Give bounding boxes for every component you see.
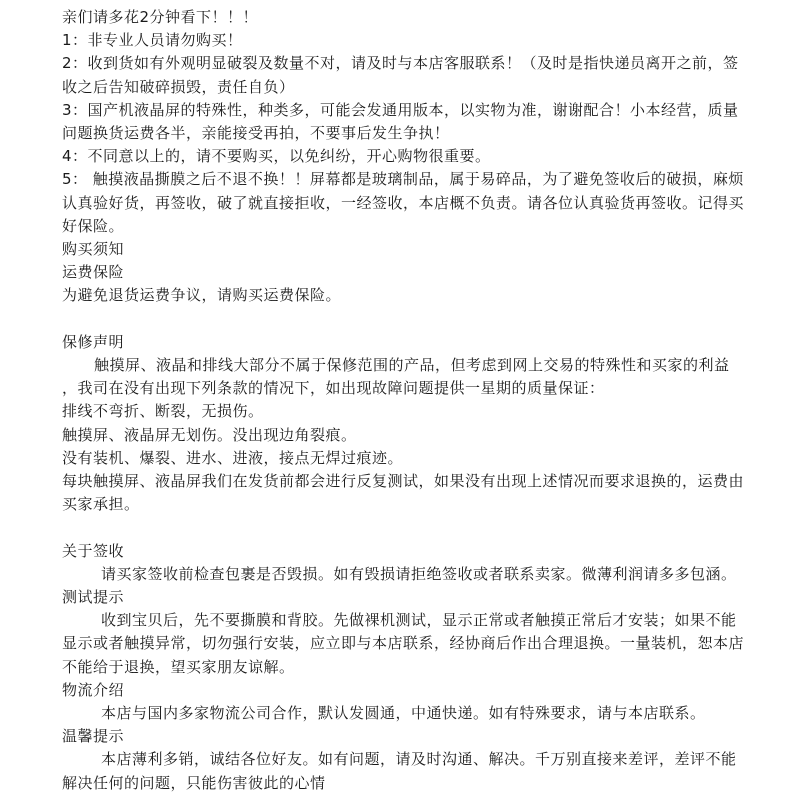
tips-line-2: 解决任何的问题，只能伤害彼此的心情: [62, 773, 326, 792]
intro-item-2-line-1: 2：收到货如有外观明显破裂及数量不对，请及时与本店客服联系！（及时是指快递员离开之前，签: [62, 54, 739, 73]
warranty-para-2-line-1: 每块触摸屏、液晶屏我们在发货前都会进行反复测试，如果没有出现上述情况而要求退换的，运费由: [62, 472, 745, 490]
purchase-subheading: 运费保险: [62, 263, 125, 282]
warranty-para-1-line-2: ，我司在没有出现下列条款的情况下，如出现故障问题提供一星期的质量保证：: [62, 379, 605, 398]
purchase-heading: 购买须知: [62, 240, 125, 258]
intro-item-2-line-2: 收之后告知破碎损毁，责任自负）: [62, 77, 295, 96]
testing-line-3: 不能给于退换，望买家朋友谅解。: [62, 657, 295, 676]
receipt-heading: 关于签收: [62, 541, 125, 560]
tips-heading: 温馨提示: [62, 727, 125, 746]
intro-item-5-line-1: 5： 触摸液晶撕膜之后不退不换！！屏幕都是玻璃制品，属于易碎品，为了避免签收后的破损，麻烦: [62, 170, 744, 189]
intro-item-3-line-2: 问题换货运费各半，亲能接受再拍，不要事后发生争执！: [62, 124, 450, 142]
warranty-heading: 保修声明: [62, 332, 125, 351]
warranty-condition-2: 触摸屏、液晶屏无划伤。没出现边角裂痕。: [62, 425, 357, 444]
intro-item-5-line-2: 认真验好货，再签收，破了就直接拒收，一经签收，本店概不负责。请各位认真验货再签收。记得买: [62, 193, 745, 212]
logistics-text: 本店与国内多家物流公司合作，默认发圆通，中通快递。如有特殊要求，请与本店联系。: [101, 704, 706, 722]
testing-line-1: 收到宝贝后，先不要撕膜和背胶。先做裸机测试，显示正常或者触摸正常后才安装；如果不能: [101, 611, 737, 630]
testing-heading: 测试提示: [62, 588, 125, 606]
warranty-para-2-line-2: 买家承担。: [62, 495, 140, 514]
logistics-heading: 物流介绍: [62, 680, 125, 699]
intro-item-5-line-3: 好保险。: [62, 216, 125, 235]
testing-line-2: 显示或者触摸异常，切勿强行安装，应立即与本店联系，经协商后作出合理退换。一量装机，恕本店: [62, 634, 745, 653]
receipt-text: 请买家签收前检查包裹是否毁损。如有毁损请拒绝签收或者联系卖家。微薄利润请多多包涵。: [101, 564, 737, 583]
intro-title: 亲们请多花2分钟看下！！！: [62, 8, 259, 26]
intro-item-3-line-1: 3：国产机液晶屏的特殊性，种类多，可能会发通用版本，以实物为准，谢谢配合！小本经营，质量: [62, 100, 739, 119]
tips-line-1: 本店薄利多销，诚结各位好友。如有问题，请及时沟通、解决。千万别直接来差评，差评不能: [101, 750, 737, 769]
warranty-condition-3: 没有装机、爆裂、进水、进液，接点无焊过痕迹。: [62, 448, 404, 467]
warranty-condition-1: 排线不弯折、断裂，无损伤。: [62, 402, 264, 421]
purchase-text: 为避免退货运费争议，请购买运费保险。: [62, 286, 342, 305]
intro-item-1: 1：非专业人员请勿购买！: [62, 31, 243, 50]
warranty-para-1-line-1: 触摸屏、液晶和排线大部分不属于保修范围的产品，但考虑到网上交易的特殊性和买家的利益: [94, 356, 730, 374]
intro-item-4: 4：不同意以上的，请不要购买，以免纠纷，开心购物很重要。: [62, 147, 491, 166]
